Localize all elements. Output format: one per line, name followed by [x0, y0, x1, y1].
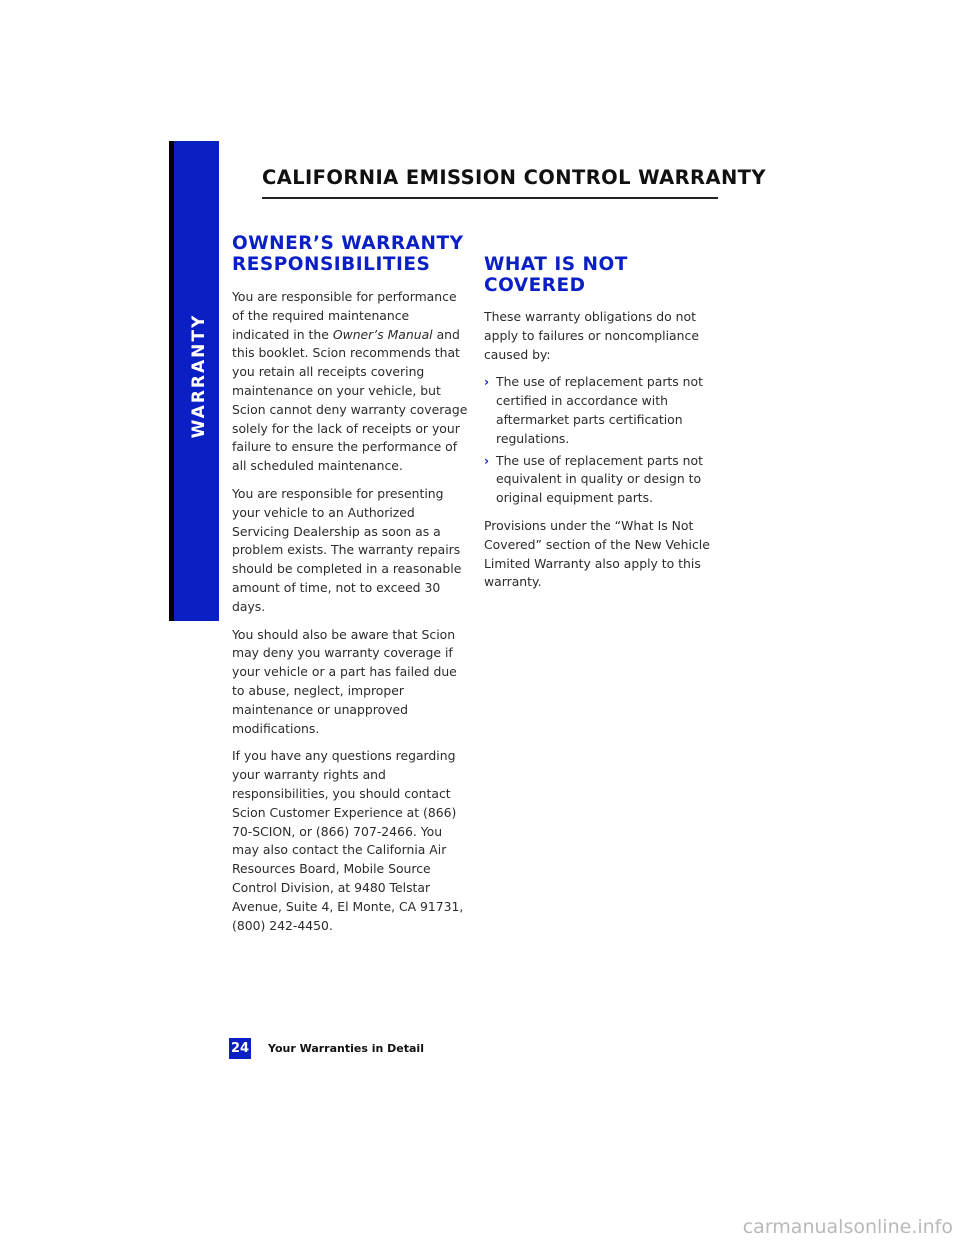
page-title: CALIFORNIA EMISSION CONTROL WARRANTY — [262, 166, 766, 189]
chevron-right-icon: › — [484, 374, 490, 390]
page-footer — [229, 1038, 424, 1059]
page-number: 24 — [229, 1038, 251, 1059]
chevron-right-icon: › — [484, 452, 490, 468]
paragraph: If you have any questions regarding your warranty rights and responsibilities, you should contact Scion Customer Experience at (866) 70-SCION, or (866) 707-2466. You may also contact the California Air Resources Board, Mobile Source Control Division, at 9480 Telstar Avenue, Suite 4, El Monte, CA 91731, (800) 242-4450. — [232, 748, 464, 933]
paragraph: You are responsible for performance of the required maintenance indicated in the Owner’s Manual and this booklet. Scion recommends that you retain all receipts covering maintenance on your vehicle, but Scion cannot deny warranty coverage solely for the lack of receipts or your failure to ensure the performance of all scheduled maintenance. — [232, 289, 468, 474]
paragraph: Provisions under the “What Is Not Covered” section of the New Vehicle Limited Warranty also apply to this warranty. — [484, 517, 710, 590]
header-divider — [262, 197, 718, 199]
side-tab-label: WARRANTY — [189, 313, 209, 439]
list-item: › The use of replacement parts not certified in accordance with aftermarket parts certification regulations. — [484, 374, 703, 446]
owners-manual-title: Owner’s Manual — [332, 326, 433, 342]
bullet-list — [484, 373, 714, 508]
footer-title: Your Warranties in Detail — [268, 1042, 424, 1055]
paragraph: You should also be aware that Scion may deny you warranty coverage if your vehicle or a part has failed due to abuse, neglect, improper maintenance or unapproved modifications. — [232, 626, 457, 736]
not-covered-heading: WHAT IS NOT COVERED — [484, 254, 628, 296]
owner-responsibilities-section — [232, 233, 468, 944]
paragraph: These warranty obligations do not apply to failures or noncompliance caused by: — [484, 309, 699, 362]
paragraph: You are responsible for presenting your vehicle to an Authorized Servicing Dealership as soon as a problem exists. The warranty repairs should be completed in a reasonable amount of time, not to exceed 30 days. — [232, 485, 462, 614]
not-covered-section — [484, 254, 714, 601]
side-tab — [169, 141, 219, 621]
list-item: › The use of replacement parts not equivalent in quality or design to original equipment parts. — [484, 452, 703, 506]
watermark: carmanualsonline.info — [742, 1216, 953, 1238]
owner-responsibilities-heading: OWNER’S WARRANTY RESPONSIBILITIES — [232, 233, 464, 275]
